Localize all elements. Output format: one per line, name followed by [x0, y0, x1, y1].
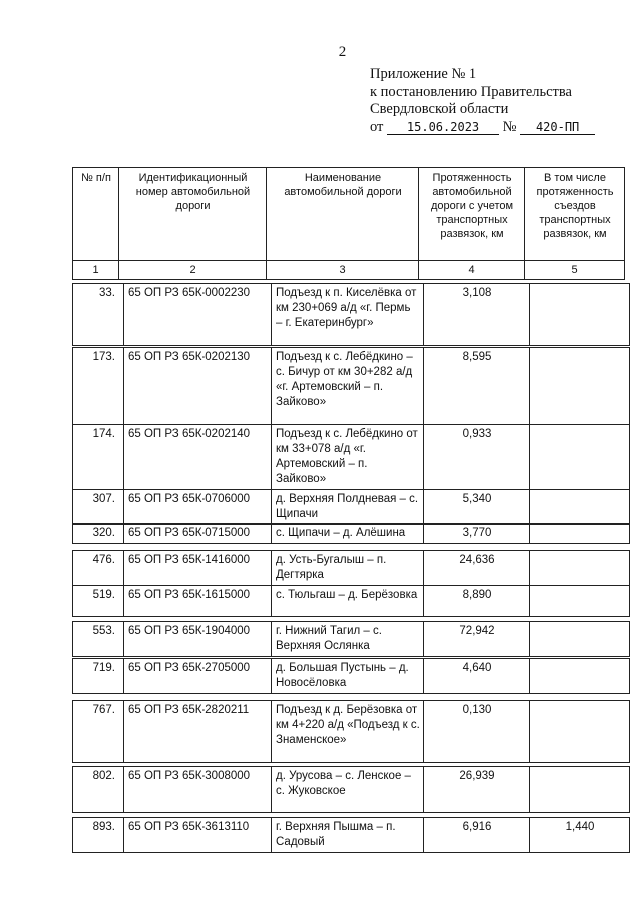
- road-id: 65 ОП РЗ 65К-0706000: [124, 490, 272, 525]
- exits-length: [530, 490, 630, 525]
- exits-length: [530, 348, 630, 425]
- appendix-header: [370, 66, 595, 136]
- exits-length: [530, 622, 630, 657]
- table-row: [72, 489, 630, 525]
- road-id: 65 ОП РЗ 65К-0002230: [124, 284, 272, 346]
- from-label: от: [370, 118, 384, 135]
- road-length: 26,939: [424, 767, 530, 813]
- table-header: [72, 167, 625, 280]
- road-id: 65 ОП РЗ 65К-3008000: [124, 767, 272, 813]
- exits-length: [530, 551, 630, 586]
- page-number: 2: [338, 44, 347, 60]
- header-name: Наименование автомобильной дороги: [267, 168, 419, 261]
- column-number-1: 1: [73, 261, 119, 280]
- exits-length: [530, 425, 630, 490]
- road-length: 24,636: [424, 551, 530, 586]
- road-id: 65 ОП РЗ 65К-1416000: [124, 551, 272, 586]
- road-name: Подъезд к с. Лебёдкино от км 33+078 а/д «г. Артемовский – п. Зайково»: [272, 425, 424, 490]
- header-exits: В том числе протяженность съездов транспортных развязок, км: [525, 168, 625, 261]
- road-name: д. Усть-Бугалыш – п. Дегтярка: [272, 551, 424, 586]
- road-id: 65 ОП РЗ 65К-0202140: [124, 425, 272, 490]
- row-number: 553.: [73, 622, 124, 657]
- exits-length: [530, 659, 630, 694]
- road-name: д. Верхняя Полдневая – с. Щипачи: [272, 490, 424, 525]
- road-length: 8,595: [424, 348, 530, 425]
- road-name: д. Большая Пустынь – д. Новосёловка: [272, 659, 424, 694]
- table-row: [72, 621, 630, 657]
- road-name: с. Тюльгаш – д. Берёзовка: [272, 586, 424, 617]
- row-number: 719.: [73, 659, 124, 694]
- header-number: № п/п: [73, 168, 119, 261]
- table-row: [72, 523, 630, 544]
- table-row: [72, 766, 630, 813]
- row-number: 893.: [73, 818, 124, 853]
- table-row: [72, 700, 630, 763]
- road-length: 72,942: [424, 622, 530, 657]
- exits-length: [530, 284, 630, 346]
- appendix-title: Приложение № 1: [370, 66, 477, 82]
- table-row: [72, 585, 630, 617]
- column-number-3: 3: [267, 261, 419, 280]
- road-length: 8,890: [424, 586, 530, 617]
- row-number: 174.: [73, 425, 124, 490]
- column-number-2: 2: [119, 261, 267, 280]
- road-name: с. Щипачи – д. Алёшина: [272, 524, 424, 544]
- road-id: 65 ОП РЗ 65К-2705000: [124, 659, 272, 694]
- exits-length: [530, 586, 630, 617]
- exits-length: 1,440: [530, 818, 630, 853]
- road-name: Подъезд к д. Берёзовка от км 4+220 а/д «Подъезд к с. Знаменское»: [272, 701, 424, 763]
- column-number-4: 4: [419, 261, 525, 280]
- exits-length: [530, 524, 630, 544]
- road-length: 3,108: [424, 284, 530, 346]
- road-id: 65 ОП РЗ 65К-2820211: [124, 701, 272, 763]
- road-length: 3,770: [424, 524, 530, 544]
- row-number: 320.: [73, 524, 124, 544]
- road-name: Подъезд к с. Лебёдкино – с. Бичур от км 30+282 а/д «г. Артемовский – п. Зайково»: [272, 348, 424, 425]
- road-id: 65 ОП РЗ 65К-0202130: [124, 348, 272, 425]
- road-id: 65 ОП РЗ 65К-0715000: [124, 524, 272, 544]
- exits-length: [530, 767, 630, 813]
- column-number-5: 5: [525, 261, 625, 280]
- resolution-number: 420-ПП: [520, 120, 595, 135]
- row-number: 307.: [73, 490, 124, 525]
- row-number: 33.: [73, 284, 124, 346]
- road-length: 0,130: [424, 701, 530, 763]
- road-id: 65 ОП РЗ 65К-1904000: [124, 622, 272, 657]
- table-row-group: [72, 347, 630, 490]
- road-name: Подъезд к п. Киселёвка от км 230+069 а/д «г. Пермь – г. Екатеринбург»: [272, 284, 424, 346]
- road-length: 0,933: [424, 425, 530, 490]
- row-number: 767.: [73, 701, 124, 763]
- road-name: г. Верхняя Пышма – п. Садовый: [272, 818, 424, 853]
- number-label: №: [502, 118, 517, 135]
- row-number: 519.: [73, 586, 124, 617]
- appendix-date-line: [370, 119, 595, 137]
- table-row: [72, 817, 630, 853]
- table-row: [72, 658, 630, 694]
- exits-length: [530, 701, 630, 763]
- table-row: [72, 283, 630, 346]
- road-name: д. Урусова – с. Ленское – с. Жуковское: [272, 767, 424, 813]
- appendix-resolution-line: к постановлению Правительства: [370, 83, 572, 100]
- road-length: 6,916: [424, 818, 530, 853]
- appendix-region-line: Свердловской области: [370, 101, 509, 117]
- road-id: 65 ОП РЗ 65К-1615000: [124, 586, 272, 617]
- road-length: 4,640: [424, 659, 530, 694]
- road-id: 65 ОП РЗ 65К-3613110: [124, 818, 272, 853]
- road-length: 5,340: [424, 490, 530, 525]
- table-row: [72, 550, 630, 586]
- resolution-date: 15.06.2023: [387, 120, 499, 135]
- header-length: Протяженность автомобильной дороги с учетом транспортных развязок, км: [419, 168, 525, 261]
- road-name: г. Нижний Тагил – с. Верхняя Ослянка: [272, 622, 424, 657]
- header-id: Идентификационный номер автомобильной дороги: [119, 168, 267, 261]
- row-number: 173.: [73, 348, 124, 425]
- row-number: 802.: [73, 767, 124, 813]
- row-number: 476.: [73, 551, 124, 586]
